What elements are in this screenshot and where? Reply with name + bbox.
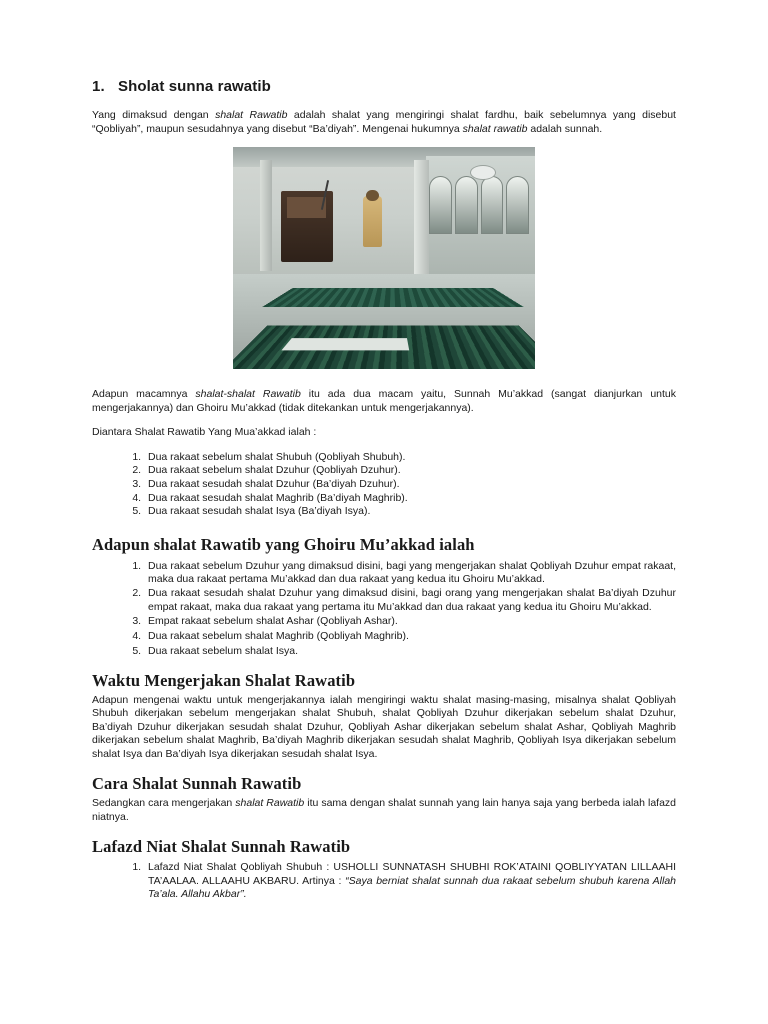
intro-text-b: adalah shalat yang mengiringi shalat fardhu, baik sebelumnya yang disebut “Qobliyah”, maupun sesudahnya yang disebut “Ba’diyah”. Mengenai hukumnya <box>92 109 676 135</box>
macam-text-a: Adapun macamnya <box>92 388 196 400</box>
intro-text-c: adalah sunnah. <box>527 122 603 135</box>
heading-cara: Cara Shalat Sunnah Rawatib <box>92 774 302 794</box>
heading-waktu: Waktu Mengerjakan Shalat Rawatib <box>92 670 356 690</box>
photo-carpet-far <box>263 288 523 306</box>
photo-floor-strip <box>282 338 409 350</box>
cara-text-a: Sedangkan cara mengerjakan <box>92 797 236 810</box>
heading-ghoiru-muakkad: Adapun shalat Rawatib yang Ghoiru Mu’akkad ialah <box>92 534 475 554</box>
list-item: 3. Empat rakaat sebelum shalat Ashar (Qobliyah Ashar). <box>144 615 676 628</box>
list-item: 1. Dua rakaat sebelum Dzuhur yang dimaksud disini, bagi yang mengerjakan shalat Qobliyah Dzuhur empat rakaat, maka dua rakaat pertama Mu’akkad dan dua rakaat yang kedua itu Ghoiru Mu’akkad. <box>144 560 676 586</box>
photo-window-1 <box>429 176 452 234</box>
photo-window-4 <box>506 176 529 234</box>
list-item <box>144 861 676 901</box>
list-item: 5. Dua rakaat sebelum shalat Isya. <box>144 645 676 658</box>
muakkad-intro: Diantara Shalat Rawatib Yang Mua’akkad ialah : <box>92 426 317 438</box>
list-item: 5. Dua rakaat sesudah shalat Isya (Ba’diyah Isya). <box>144 505 676 518</box>
photo-window-3 <box>481 176 504 234</box>
page-title <box>92 78 676 95</box>
intro-paragraph <box>92 109 676 136</box>
photo-ceiling-fan <box>470 165 496 180</box>
macam-text-b: itu ada dua macam yaitu, Sunnah Mu’akkad (sangat dianjurkan untuk mengerjakannya) dan Ghoiru Mu’akkad (tidak ditekankan untuk mengerjakannya). <box>92 388 677 414</box>
muakkad-list <box>92 451 676 519</box>
photo-person <box>363 196 383 247</box>
ghoiru-list <box>92 560 676 658</box>
photo-windows <box>429 176 529 234</box>
waktu-paragraph: Adapun mengenai waktu untuk mengerjakannya ialah mengiringi waktu shalat masing-masing, misalnya shalat Qobliyah Shubuh dikerjakan sebelum mengerjakan shalat Shubuh, shalat Qobliyah Dzuhur dikerjakan sebelum shalat Dzuhur, Ba’diyah Dzuhur dikerjakan sesudah shalat Dzuhur, Qobliyah Ashar dikerjakan sebelum shalat Ashar, Qobliyah Maghrib dikerjakan sebelum shalat Maghrib, Ba’diyah Maghrib dikerjakan sesudah shalat Maghrib, Qobliyah Isya dikerjakan sebelum shalat Isya dan Ba’diyah Isya dikerjakan sesudah shalat Isya. <box>92 693 676 760</box>
list-item: 3. Dua rakaat sesudah shalat Dzuhur (Ba’diyah Dzuhur). <box>144 478 676 491</box>
cara-text-b: itu sama dengan shalat sunnah yang lain hanya saja yang berbeda ialah lafazd niatnya. <box>92 797 677 823</box>
page-title-number: 1. <box>92 78 105 95</box>
macam-paragraph <box>92 388 676 415</box>
intro-italic-1: shalat Rawatib <box>215 109 288 121</box>
heading-lafazd: Lafazd Niat Shalat Sunnah Rawatib <box>92 837 351 857</box>
cara-italic: shalat Rawatib <box>235 797 305 810</box>
lafazd-text: Lafazd Niat Shalat Qobliyah Shubuh : USHOLLI SUNNATASH SHUBHI ROK’ATAINI QOBLIYYATAN LILLAAHI TA’AALAA. ALLAAHU AKBARU. Artinya : <box>148 861 676 887</box>
photo-mimbar <box>281 191 332 262</box>
macam-italic: shalat-shalat Rawatib <box>195 388 301 400</box>
photo-window-2 <box>455 176 478 234</box>
intro-text-a: Yang dimaksud dengan <box>92 109 216 121</box>
lafazd-translation: “Saya berniat shalat sunnah dua rakaat sebelum shubuh karena Allah Ta’ala. Allahu Akbar”. <box>148 874 676 900</box>
mosque-interior-photo <box>233 147 535 369</box>
figure <box>92 147 676 374</box>
list-item: 4. Dua rakaat sesudah shalat Maghrib (Ba’diyah Maghrib). <box>144 492 676 505</box>
photo-pillar-right <box>414 160 429 280</box>
list-item: 2. Dua rakaat sesudah shalat Dzuhur yang dimaksud disini, bagi orang yang mengerjakan shalat Ba’diyah Dzuhur empat rakaat, maka dua rakaat yang pertama itu Mu’akkad dan dua rakaat yang kedua itu Ghoiru Mu’akkad. <box>144 587 676 613</box>
page-title-text: Sholat sunna rawatib <box>118 78 271 95</box>
lafazd-list <box>92 861 676 901</box>
list-item: 4. Dua rakaat sebelum shalat Maghrib (Qobliyah Maghrib). <box>144 630 676 643</box>
photo-pillar-left <box>260 160 272 271</box>
list-item: 2. Dua rakaat sebelum shalat Dzuhur (Qobliyah Dzuhur). <box>144 464 676 477</box>
intro-italic-2: shalat rawatib <box>462 122 528 135</box>
cara-paragraph <box>92 797 676 824</box>
list-item: 1. Dua rakaat sebelum shalat Shubuh (Qobliyah Shubuh). <box>144 451 676 464</box>
photo-person-head <box>366 190 378 201</box>
